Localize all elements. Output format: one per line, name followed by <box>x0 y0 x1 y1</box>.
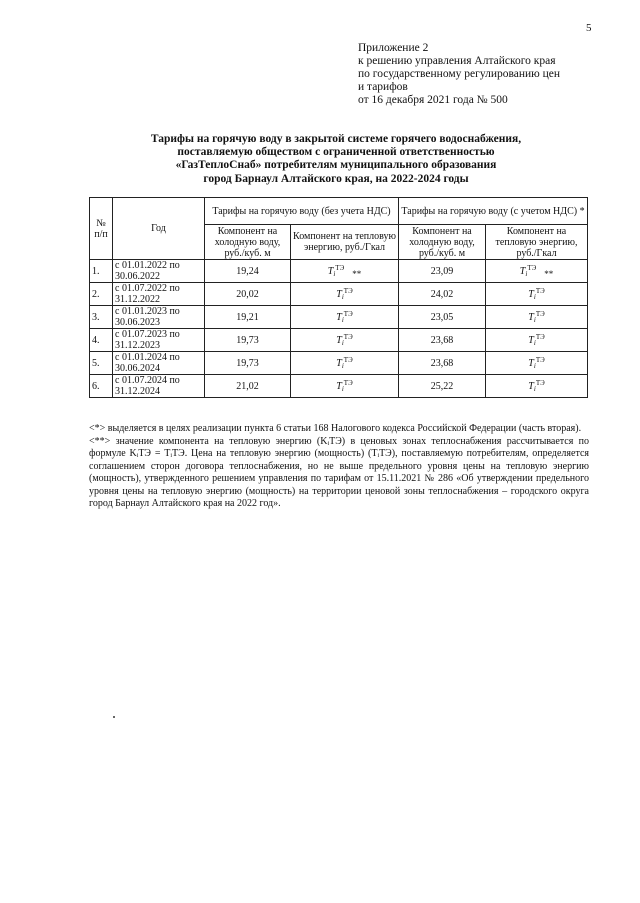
header-without-vat: Тарифы на горячую воду (без учета НДС) <box>205 198 399 225</box>
row-period: с 01.07.2023 по 31.12.2023 <box>113 329 205 352</box>
thermal-value <box>291 352 399 375</box>
footnote-vat: <*> выделяется в целях реализации пункта 6 статьи 168 Налогового кодекса Российской Федерации (часть вторая). <box>89 423 582 434</box>
row-period: с 01.01.2023 по 30.06.2023 <box>113 306 205 329</box>
row-period: с 01.01.2022 по 30.06.2022 <box>113 260 205 283</box>
footnote-thermal-component: <**> значение компонента на тепловую энергию (KᵢТЭ) в ценовых зонах теплоснабжения рассчитывается по формуле KᵢТЭ = TᵢТЭ. Цена на тепловую энергию (мощность) (TᵢТЭ), поставляемую потребителям, определяется соглашением сторон договора теплоснабжения, но не выше предельного уровня цены на тепловую энергию (мощность), утвержденного решением управления по тарифам от 15.11.2021 № 286 «Об утверждении предельного уровня цены на тепловую энергию (мощность) на территории ценовой зоны теплоснабжения – городского округа город Барнаул Алтайского края на 2022 год». <box>89 435 589 509</box>
thermal-symbol: $T_i^{ТЭ}$ <box>528 286 545 301</box>
appendix-line: от 16 декабря 2021 года № 500 <box>358 94 508 106</box>
tariff-rows <box>90 260 588 398</box>
thermal-value <box>291 306 399 329</box>
thermal-symbol: $T_i^{ТЭ}$ <box>336 309 353 324</box>
cold-water-vat-value: 24,02 <box>399 283 486 306</box>
appendix-line: Приложение 2 <box>358 42 429 54</box>
header-thermal: Компонент на тепловую энергию, руб./Гкал <box>291 225 399 260</box>
cold-water-vat-value: 23,68 <box>399 329 486 352</box>
cold-water-vat-value: 25,22 <box>399 375 486 398</box>
cold-water-value: 19,24 <box>205 260 291 283</box>
cold-water-value: 21,02 <box>205 375 291 398</box>
thermal-symbol: $T_i^{ТЭ}$ <box>528 332 545 347</box>
footnotes <box>89 423 589 511</box>
row-number: 6. <box>90 375 113 398</box>
cold-water-vat-value: 23,68 <box>399 352 486 375</box>
table-row <box>90 283 588 306</box>
row-number: 2. <box>90 283 113 306</box>
thermal-symbol: $T_i^{ТЭ}$ <box>336 332 353 347</box>
thermal-vat-value <box>486 306 588 329</box>
title-line: город Барнаул Алтайского края, на 2022-2024 годы <box>203 172 469 185</box>
row-number: 5. <box>90 352 113 375</box>
row-number: 4. <box>90 329 113 352</box>
table-row <box>90 375 588 398</box>
footnote-marker: ** <box>352 268 362 279</box>
cold-water-value: 19,73 <box>205 329 291 352</box>
row-period: с 01.01.2024 по 30.06.2024 <box>113 352 205 375</box>
thermal-symbol: $T_i^{ТЭ}$ <box>528 378 545 393</box>
thermal-symbol: $T_i^{ТЭ}$ <box>528 355 545 370</box>
header-cold-water-vat: Компонент на холодную воду, руб./куб. м <box>399 225 486 260</box>
row-number: 1. <box>90 260 113 283</box>
cold-water-value: 19,21 <box>205 306 291 329</box>
thermal-vat-value <box>486 329 588 352</box>
header-period: Год <box>113 198 205 260</box>
title-line: «ГазТеплоСнаб» потребителям муниципального образования <box>175 159 497 172</box>
thermal-symbol: $T_i^{ТЭ}$ <box>519 263 537 278</box>
table-row <box>90 260 588 283</box>
scan-artifact <box>113 716 115 718</box>
cold-water-value: 20,02 <box>205 283 291 306</box>
tariff-table <box>89 197 588 398</box>
thermal-value <box>291 375 399 398</box>
thermal-vat-value <box>486 283 588 306</box>
thermal-value <box>291 329 399 352</box>
header-num: № п/п <box>90 198 113 260</box>
table-row <box>90 329 588 352</box>
thermal-symbol: $T_i^{ТЭ}$ <box>528 309 545 324</box>
appendix-line: к решению управления Алтайского края <box>358 55 556 67</box>
header-cold-water: Компонент на холодную воду, руб./куб. м <box>205 225 291 260</box>
header-thermal-vat: Компонент на тепловую энергию, руб./Гкал <box>486 225 588 260</box>
row-period: с 01.07.2022 по 31.12.2022 <box>113 283 205 306</box>
appendix-block <box>358 42 560 107</box>
table-row <box>90 352 588 375</box>
appendix-line: по государственному регулированию цен <box>358 68 561 80</box>
cold-water-vat-value: 23,09 <box>399 260 486 283</box>
appendix-line: и тарифов <box>358 81 408 93</box>
thermal-symbol: $T_i^{ТЭ}$ <box>327 263 345 278</box>
document-title <box>96 133 576 186</box>
cold-water-value: 19,73 <box>205 352 291 375</box>
thermal-symbol: $T_i^{ТЭ}$ <box>336 378 353 393</box>
title-line: Тарифы на горячую воду в закрытой системе горячего водоснабжения, <box>150 133 522 145</box>
thermal-symbol: $T_i^{ТЭ}$ <box>336 286 353 301</box>
thermal-symbol: $T_i^{ТЭ}$ <box>336 355 353 370</box>
thermal-vat-value <box>486 352 588 375</box>
header-with-vat: Тарифы на горячую воду (с учетом НДС) * <box>399 198 588 225</box>
row-number: 3. <box>90 306 113 329</box>
page-number: 5 <box>586 22 592 34</box>
row-period: с 01.07.2024 по 31.12.2024 <box>113 375 205 398</box>
table-row <box>90 306 588 329</box>
title-line: поставляемую обществом с ограниченной ответственностью <box>177 146 495 159</box>
thermal-value <box>291 283 399 306</box>
thermal-vat-value <box>486 375 588 398</box>
thermal-vat-value <box>486 260 588 283</box>
cold-water-vat-value: 23,05 <box>399 306 486 329</box>
thermal-value <box>291 260 399 283</box>
footnote-marker: ** <box>544 268 554 279</box>
